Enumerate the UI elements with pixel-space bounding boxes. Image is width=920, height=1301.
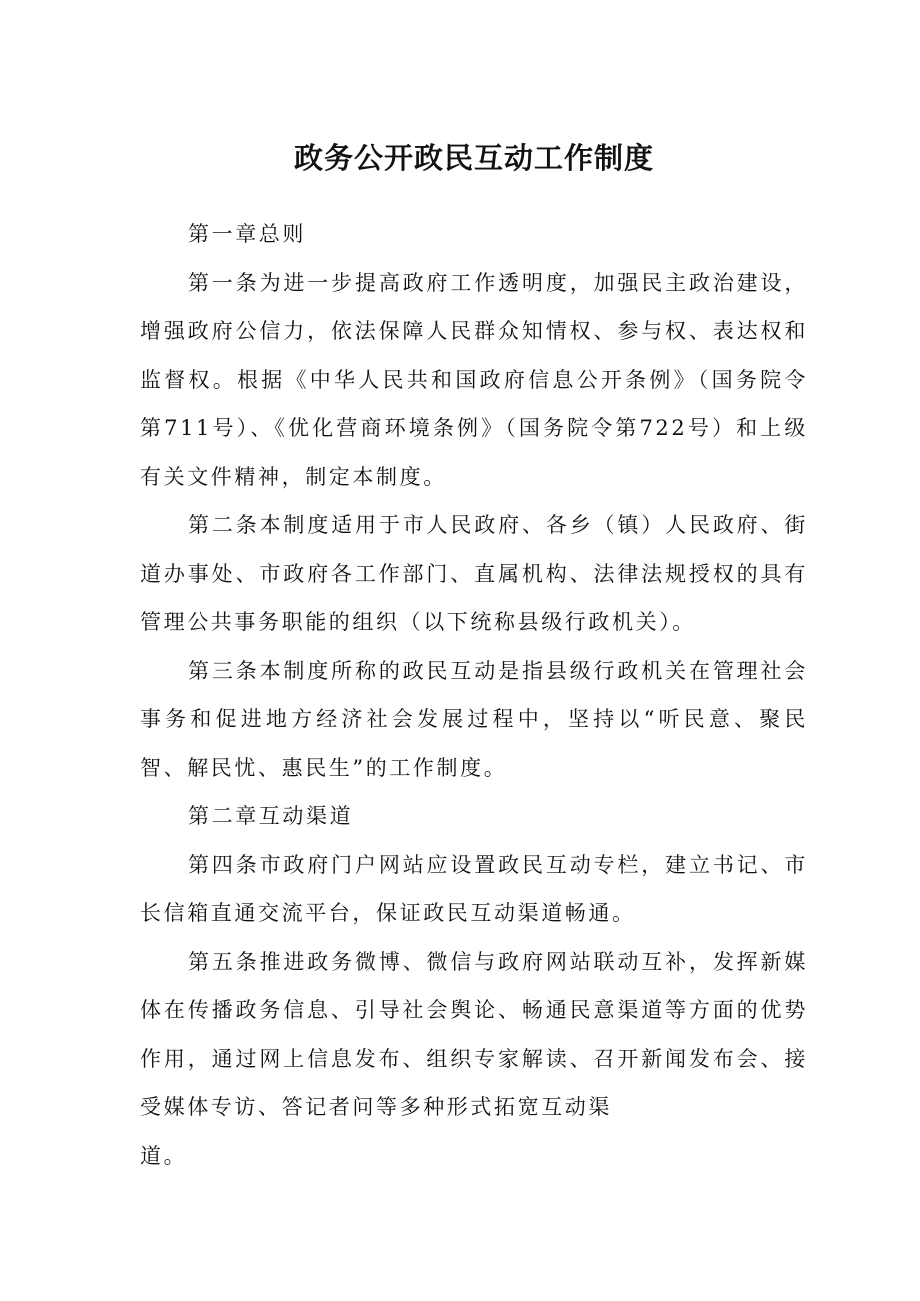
article-paragraph: 第四条市政府门户网站应设置政民互动专栏，建立书记、市长信箱直通交流平台，保证政民互动渠道畅通。 xyxy=(140,852,808,925)
article-paragraph: 第一条为进一步提高政府工作透明度，加强民主政治建设，增强政府公信力，依法保障人民群众知情权、参与权、表达权和监督权。根据《中华人民共和国政府信息公开条例》（国务院令第711号）、《优化营商环境条例》（国务院令第722号）和上级有关文件精神，制定本制度。 xyxy=(140,270,808,489)
chapter-heading: 第一章总则 xyxy=(188,222,306,246)
paragraph-continuation: 道。 xyxy=(140,1143,188,1168)
article-paragraph: 第三条本制度所称的政民互动是指县级行政机关在管理社会事务和促进地方经济社会发展过程中，坚持以“听民意、聚民智、解民忧、惠民生”的工作制度。 xyxy=(140,658,808,780)
article-paragraph: 第五条推进政务微博、微信与政府网站联动互补，发挥新媒体在传播政务信息、引导社会舆论、畅通民意渠道等方面的优势作用，通过网上信息发布、组织专家解读、召开新闻发布会、接受媒体专访、答记者问等多种形式拓宽互动渠 xyxy=(140,949,808,1119)
document-body xyxy=(140,210,808,1180)
chapter-heading: 第二章互动渠道 xyxy=(188,804,354,828)
article-paragraph: 第二条本制度适用于市人民政府、各乡（镇）人民政府、街道办事处、市政府各工作部门、直属机构、法律法规授权的具有管理公共事务职能的组织（以下统称县级行政机关）。 xyxy=(140,513,808,634)
document-title: 政务公开政民互动工作制度 xyxy=(293,141,654,175)
